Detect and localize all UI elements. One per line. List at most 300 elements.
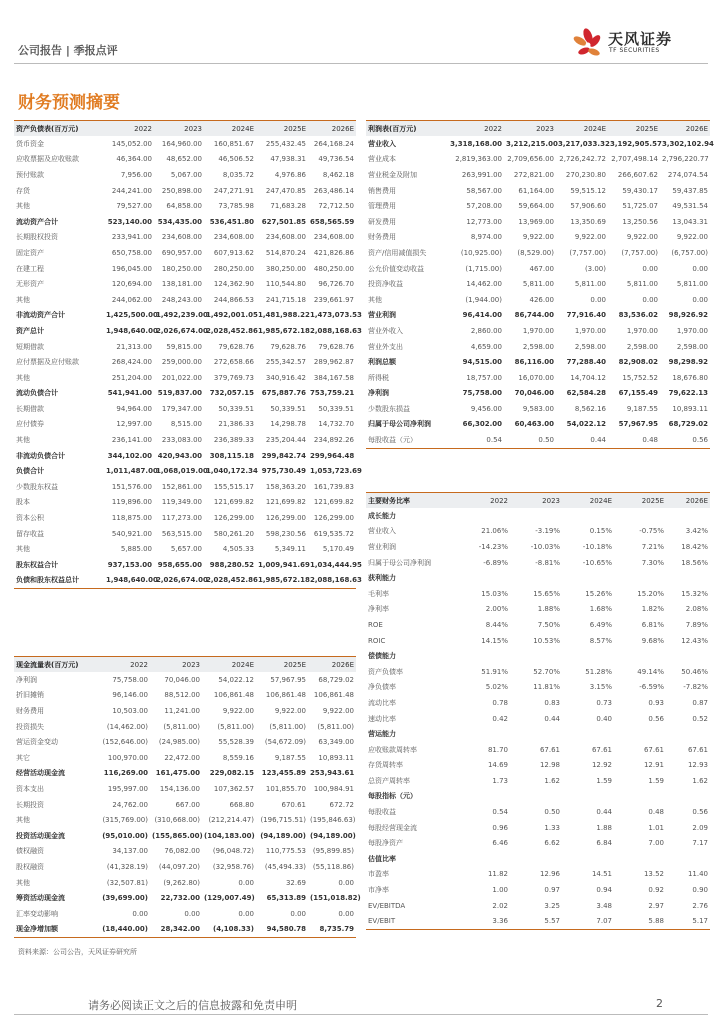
cell-value: 251,204.00 xyxy=(111,373,152,382)
cell-value: 274,074.54 xyxy=(667,170,708,179)
row-label: 营业税金及附加 xyxy=(368,170,417,179)
cell-value: 268,424.00 xyxy=(111,358,152,367)
cell-value: 9,922.00 xyxy=(522,233,554,242)
row-label: 偿债能力 xyxy=(368,652,396,661)
cell-value xyxy=(614,508,666,524)
table-header-row xyxy=(366,121,710,137)
cell-value: 667.00 xyxy=(175,800,200,809)
cell-value: 675,887.76 xyxy=(261,389,306,398)
cell-value: 658,565.59 xyxy=(310,217,355,226)
table-row xyxy=(14,875,356,891)
column-header: 2026E xyxy=(308,121,356,137)
cell-value: 1,473,073.53 xyxy=(310,311,362,320)
cell-value: 536,451.80 xyxy=(209,217,254,226)
table-row xyxy=(366,386,710,402)
cell-value: 9,922.00 xyxy=(574,233,606,242)
cell-value: 0.48 xyxy=(648,808,664,817)
cell-value: 59,815.00 xyxy=(166,342,202,351)
row-label: 经营活动现金流 xyxy=(16,769,65,778)
row-label: 短期借款 xyxy=(16,342,44,351)
table-row xyxy=(366,742,710,758)
row-label: 其他 xyxy=(16,878,30,887)
cell-value: 180,250.00 xyxy=(161,264,202,273)
cell-value xyxy=(666,648,710,664)
cell-value: 15.20% xyxy=(637,589,664,598)
cell-value: 75,758.00 xyxy=(112,675,148,684)
cell-value: -10.03% xyxy=(530,542,560,551)
cell-value: 12.96 xyxy=(539,870,560,879)
table-row xyxy=(14,672,356,688)
cell-value: 67.61 xyxy=(539,745,560,754)
cell-value xyxy=(614,726,666,742)
column-header: 2023 xyxy=(150,657,202,673)
cell-value: 5,657.00 xyxy=(170,545,202,554)
cell-value: 67.61 xyxy=(591,745,612,754)
cell-value: 88,512.00 xyxy=(164,691,200,700)
row-label: 货币资金 xyxy=(16,139,44,148)
row-label: 负债和股东权益总计 xyxy=(14,573,104,589)
cell-value: (196,715.51) xyxy=(260,816,306,825)
cell-value: 94,964.00 xyxy=(116,404,152,413)
cell-value: 8.44% xyxy=(485,620,508,629)
cell-value: 138,181.00 xyxy=(161,280,202,289)
cell-value: 299,964.48 xyxy=(310,451,355,460)
table-row xyxy=(366,882,710,898)
cell-value: (24,985.00) xyxy=(158,738,200,747)
cell-value: 229,082.15 xyxy=(209,769,254,778)
cell-value: 101,855.70 xyxy=(265,784,306,793)
table-row xyxy=(14,719,356,735)
cell-value: 1,481,988.22 xyxy=(258,311,310,320)
cell-value: 65,313.89 xyxy=(266,894,306,903)
cell-value: 690,957.00 xyxy=(161,248,202,257)
cell-value: 51,725.07 xyxy=(622,202,658,211)
cell-value xyxy=(614,570,666,586)
cell-value: 13,250.56 xyxy=(622,217,658,226)
table-title: 现金流量表(百万元) xyxy=(14,657,94,673)
row-label: 其它 xyxy=(16,753,30,762)
cell-value: 9,922.00 xyxy=(274,706,306,715)
cell-value: 1.62 xyxy=(544,776,560,785)
cell-value: 239,661.97 xyxy=(313,295,354,304)
cell-value: 1,011,487.00 xyxy=(106,467,158,476)
cell-value: 5.88 xyxy=(614,913,666,929)
table-row xyxy=(366,664,710,680)
table-row xyxy=(366,898,710,914)
cell-value: 71,683.28 xyxy=(270,202,306,211)
row-label: EV/EBITDA xyxy=(368,901,406,910)
cell-value: 0.96 xyxy=(492,823,508,832)
cell-value: 81.70 xyxy=(487,745,508,754)
cell-value: 1,053,723.69 xyxy=(310,467,362,476)
table-row xyxy=(14,781,356,797)
cell-value: 79,628.76 xyxy=(318,342,354,351)
cell-value: 380,250.00 xyxy=(265,264,306,273)
cell-value: 0.56 xyxy=(648,714,664,723)
table-row xyxy=(366,711,710,727)
cash-flow-table xyxy=(14,656,361,938)
table-row xyxy=(14,386,356,402)
cell-value: 247,271.91 xyxy=(213,186,254,195)
row-label: 负债合计 xyxy=(16,467,44,476)
cell-value: 384,167.58 xyxy=(313,373,354,382)
footer-disclaimer: 请务必阅读正文之后的信息披露和免责申明 xyxy=(88,999,297,1012)
table-row xyxy=(366,804,710,820)
table-row xyxy=(366,695,710,711)
cell-value: 2,598.00 xyxy=(626,342,658,351)
cell-value: 59,664.00 xyxy=(518,202,554,211)
cell-value: 54,022.12 xyxy=(566,420,606,429)
cell-value: 248,243.00 xyxy=(161,295,202,304)
table-row xyxy=(14,152,356,168)
cell-value: 0.44 xyxy=(544,714,560,723)
cell-value: (151,018.82) xyxy=(310,894,361,903)
row-label: 成长能力 xyxy=(368,511,396,520)
cell-value xyxy=(510,508,562,524)
page-number: 2 xyxy=(656,997,663,1010)
cell-value: 0.44 xyxy=(596,808,612,817)
cell-value: (41,328.19) xyxy=(106,862,148,871)
cell-value: 988,280.52 xyxy=(209,560,254,569)
cell-value xyxy=(456,726,510,742)
row-label: 资产/信用减值损失 xyxy=(368,248,427,257)
cell-value: 68,729.02 xyxy=(668,420,708,429)
table-row xyxy=(14,557,356,573)
cell-value xyxy=(562,851,614,867)
cell-value xyxy=(562,726,614,742)
cell-value: 119,349.00 xyxy=(161,498,202,507)
cell-value: 1,492,001.05 xyxy=(206,311,258,320)
table-row xyxy=(14,797,356,813)
column-header: 2022 xyxy=(104,121,154,137)
cell-value: 1,034,444.95 xyxy=(310,560,362,569)
cell-value: (45,494.33) xyxy=(264,862,306,871)
cell-value: 12.93 xyxy=(687,761,708,770)
cell-value: 120,694.00 xyxy=(111,280,152,289)
cell-value: (5,811.00) xyxy=(317,722,354,731)
cell-value: 0.56 xyxy=(660,432,710,448)
table-header-row xyxy=(366,493,710,509)
cell-value: 57,208.00 xyxy=(466,202,502,211)
table-row xyxy=(366,370,710,386)
table-row xyxy=(14,323,356,339)
cell-value: 0.00 xyxy=(338,909,354,918)
table-row xyxy=(366,339,710,355)
cell-value: 2,819,363.00 xyxy=(455,155,502,164)
cell-value: 3.25 xyxy=(544,901,560,910)
row-label: 股本 xyxy=(16,498,30,507)
row-label: ROE xyxy=(368,620,383,629)
cell-value: 46,364.00 xyxy=(116,155,152,164)
cell-value: 0.40 xyxy=(596,714,612,723)
cell-value xyxy=(510,789,562,805)
cell-value: 67,155.49 xyxy=(618,389,658,398)
balance-sheet-table xyxy=(14,120,362,589)
cell-value: 9,922.00 xyxy=(626,233,658,242)
cell-value: 6.81% xyxy=(641,620,664,629)
row-label: 流动比率 xyxy=(368,698,396,707)
company-logo xyxy=(562,24,712,62)
cell-value: 13,350.69 xyxy=(570,217,606,226)
cell-value: 15.32% xyxy=(681,589,708,598)
cell-value: 24,762.00 xyxy=(112,800,148,809)
cell-value: (39,699.00) xyxy=(102,894,148,903)
cell-value: 107,362.57 xyxy=(213,784,254,793)
cell-value: 152,861.00 xyxy=(161,482,202,491)
cell-value: 0.94 xyxy=(596,886,612,895)
cell-value: 2,026,674.00 xyxy=(154,573,204,589)
cell-value: -6.59% xyxy=(639,683,664,692)
cell-value: 4,505.33 xyxy=(222,545,254,554)
cell-value: 94,580.78 xyxy=(256,922,308,938)
cell-value: 4,659.00 xyxy=(470,342,502,351)
cell-value: 57,967.95 xyxy=(618,420,658,429)
cell-value: 426.00 xyxy=(529,295,554,304)
cell-value: (44,097.20) xyxy=(158,862,200,871)
row-label: 营运资金变动 xyxy=(16,738,58,747)
row-label: 预付账款 xyxy=(16,170,44,179)
cell-value: 1.68% xyxy=(589,605,612,614)
cell-value: 0.00 xyxy=(184,909,200,918)
row-label: 市盈率 xyxy=(368,870,389,879)
table-row xyxy=(14,703,356,719)
cell-value: 5.17 xyxy=(666,913,710,929)
cell-value: 62,584.28 xyxy=(566,389,606,398)
cell-value: 0.93 xyxy=(648,698,664,707)
cell-value: 8,515.00 xyxy=(170,420,202,429)
cell-value xyxy=(666,570,710,586)
cell-value: 534,435.00 xyxy=(157,217,202,226)
row-label: EV/EBIT xyxy=(366,913,456,929)
row-label: 净利润 xyxy=(16,675,37,684)
column-header: 2023 xyxy=(510,493,562,509)
row-label: 其他 xyxy=(16,436,30,445)
row-label: 其他 xyxy=(16,816,30,825)
cell-value: 523,140.00 xyxy=(107,217,152,226)
cell-value xyxy=(562,789,614,805)
column-header: 2024E xyxy=(556,121,608,137)
cell-value: 6.46 xyxy=(492,839,508,848)
cell-value: 0.54 xyxy=(448,432,504,448)
table-row xyxy=(14,463,356,479)
cell-value: 10.53% xyxy=(533,636,560,645)
column-header: 2023 xyxy=(154,121,204,137)
logo-petal-icon xyxy=(562,24,606,62)
table-row xyxy=(366,432,710,448)
cell-value: 1,985,672.18 xyxy=(256,573,308,589)
cell-value: 753,759.21 xyxy=(310,389,355,398)
cell-value: 106,861.48 xyxy=(265,691,306,700)
cell-value: 668.80 xyxy=(229,800,254,809)
cell-value: 244,866.53 xyxy=(213,295,254,304)
cell-value: 2,598.00 xyxy=(574,342,606,351)
cell-value: 67.61 xyxy=(643,745,664,754)
cell-value: 48,652.00 xyxy=(166,155,202,164)
table-row xyxy=(14,541,356,557)
row-label: 营业成本 xyxy=(368,155,396,164)
report-header-title: 公司报告 | 季报点评 xyxy=(18,44,118,57)
cell-value: 18.56% xyxy=(681,558,708,567)
column-header: 2025E xyxy=(256,121,308,137)
cell-value: 32.69 xyxy=(285,878,306,887)
cell-value: 47,938.31 xyxy=(270,155,306,164)
cell-value: 255,342.57 xyxy=(265,358,306,367)
cell-value: 61,164.00 xyxy=(518,186,554,195)
column-header: 2024E xyxy=(562,493,614,509)
cell-value: 0.83 xyxy=(544,698,560,707)
table-row xyxy=(14,844,356,860)
cell-value: 958,655.00 xyxy=(157,560,202,569)
cell-value: 50,339.51 xyxy=(270,404,306,413)
cell-value: 0.97 xyxy=(544,886,560,895)
cell-value: 151,576.00 xyxy=(111,482,152,491)
cell-value xyxy=(456,508,510,524)
cell-value: 98,926.92 xyxy=(668,311,708,320)
row-label: 每股经营现金流 xyxy=(368,823,417,832)
cell-value: -0.75% xyxy=(639,527,664,536)
cell-value xyxy=(562,508,614,524)
cell-value: 9,456.00 xyxy=(470,404,502,413)
cell-value: 0.92 xyxy=(648,886,664,895)
table-row xyxy=(366,261,710,277)
cell-value xyxy=(510,648,562,664)
cell-value: 255,432.45 xyxy=(265,139,306,148)
cell-value: 154,136.00 xyxy=(159,784,200,793)
cell-value: 3,212,215.00 xyxy=(506,139,558,148)
cell-value: 14.51 xyxy=(591,870,612,879)
table-row xyxy=(366,417,710,433)
cell-value: (14,462.00) xyxy=(106,722,148,731)
cell-value: 7.07 xyxy=(562,913,614,929)
row-label: 总资产周转率 xyxy=(368,776,410,785)
table-row xyxy=(14,339,356,355)
table-row xyxy=(14,245,356,261)
cell-value: 236,141.00 xyxy=(111,436,152,445)
row-label: 流动负债合计 xyxy=(16,389,58,398)
cell-value: 2,709,656.00 xyxy=(507,155,554,164)
cell-value: -3.19% xyxy=(535,527,560,536)
cell-value: 2,026,674.00 xyxy=(156,326,208,335)
row-label: 销售费用 xyxy=(368,186,396,195)
cell-value: 0.15% xyxy=(589,527,612,536)
cell-value: 82,908.02 xyxy=(618,358,658,367)
cell-value: 244,241.00 xyxy=(111,186,152,195)
row-label: 营业收入 xyxy=(368,139,396,148)
row-label: 投资损失 xyxy=(16,722,44,731)
cell-value: 60,463.00 xyxy=(514,420,554,429)
cell-value: (195,846.63) xyxy=(310,816,356,825)
cell-value: 196,045.00 xyxy=(111,264,152,273)
row-label: 股东权益合计 xyxy=(16,560,58,569)
cell-value: 13,969.00 xyxy=(518,217,554,226)
cell-value: 15.03% xyxy=(481,589,508,598)
table-row xyxy=(366,508,710,524)
cell-value: 937,153.00 xyxy=(107,560,152,569)
cell-value: 5,885.00 xyxy=(120,545,152,554)
row-label: 少数股东权益 xyxy=(16,482,58,491)
cell-value: 117,273.00 xyxy=(161,514,202,523)
cell-value: 0.00 xyxy=(692,295,708,304)
cell-value: 2,796,220.77 xyxy=(662,155,709,164)
cell-value: 21.06% xyxy=(481,527,508,536)
table-row xyxy=(14,276,356,292)
column-header: 2022 xyxy=(456,493,510,509)
cell-value: 6.49% xyxy=(589,620,612,629)
cell-value: 0.52 xyxy=(692,714,708,723)
table-row xyxy=(14,448,356,464)
row-label: 毛利率 xyxy=(368,589,389,598)
table-row xyxy=(366,851,710,867)
cell-value: 18.42% xyxy=(681,542,708,551)
cell-value: 118,875.00 xyxy=(111,514,152,523)
cell-value: 12.92 xyxy=(591,761,612,770)
cell-value: 18,676.80 xyxy=(672,373,708,382)
cell-value: 244,062.00 xyxy=(111,295,152,304)
cell-value: 233,083.00 xyxy=(161,436,202,445)
cell-value xyxy=(614,789,666,805)
row-label: 非流动负债合计 xyxy=(16,451,65,460)
row-label: 公允价值变动收益 xyxy=(368,264,424,273)
cell-value: 5,811.00 xyxy=(574,280,606,289)
cell-value: (104,183.00) xyxy=(204,831,255,840)
row-label: 资本公积 xyxy=(16,514,44,523)
cell-value: 12.98 xyxy=(539,761,560,770)
row-label: 资本支出 xyxy=(16,784,44,793)
cell-value: 0.50 xyxy=(504,432,556,448)
cell-value: 0.48 xyxy=(608,432,660,448)
cell-value: 236,389.33 xyxy=(213,436,254,445)
table-title: 主要财务比率 xyxy=(366,493,456,509)
cell-value: 8,559.16 xyxy=(222,753,254,762)
cell-value: 145,052.00 xyxy=(111,139,152,148)
cell-value: 64,858.00 xyxy=(166,202,202,211)
cell-value: 34,137.00 xyxy=(112,847,148,856)
cell-value: 8,974.00 xyxy=(470,233,502,242)
header-rule xyxy=(14,63,708,64)
cell-value: 16,070.00 xyxy=(518,373,554,382)
row-label: 营运能力 xyxy=(368,730,396,739)
cell-value: 3,217,033.32 xyxy=(558,139,610,148)
table-row xyxy=(14,906,356,922)
column-header: 2025E xyxy=(608,121,660,137)
cell-value: (1,944.00) xyxy=(465,295,502,304)
table-row xyxy=(366,602,710,618)
row-label: ROIC xyxy=(368,636,386,645)
cell-value: 0.73 xyxy=(596,698,612,707)
cell-value: -10.65% xyxy=(582,558,612,567)
cell-value: 1,425,500.00 xyxy=(106,311,158,320)
cell-value: (9,262.80) xyxy=(163,878,200,887)
cell-value: 9,187.55 xyxy=(626,404,658,413)
cell-value: 270,230.80 xyxy=(565,170,606,179)
cell-value: 598,230.56 xyxy=(265,529,306,538)
cell-value: 83,536.02 xyxy=(618,311,658,320)
cell-value: 1.59 xyxy=(648,776,664,785)
cell-value: 14.15% xyxy=(481,636,508,645)
cell-value: 77,916.40 xyxy=(566,311,606,320)
cell-value: 11.40 xyxy=(687,870,708,879)
cell-value: 76,082.00 xyxy=(164,847,200,856)
row-label: 营业利润 xyxy=(368,542,396,551)
cell-value: 5,811.00 xyxy=(522,280,554,289)
cell-value: 272,658.66 xyxy=(213,358,254,367)
cell-value: 3,302,102.94 xyxy=(662,139,714,148)
table-row xyxy=(366,198,710,214)
cell-value: 672.72 xyxy=(329,800,354,809)
cell-value: 650,758.00 xyxy=(111,248,152,257)
cell-value: (315,769.00) xyxy=(102,816,148,825)
cell-value: 9,922.00 xyxy=(676,233,708,242)
